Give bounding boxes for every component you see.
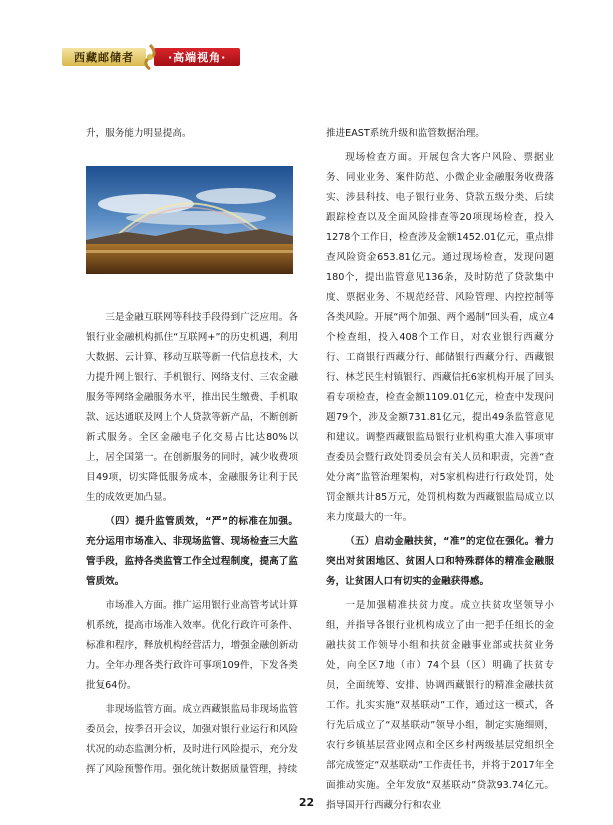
- right-paragraph-3: 一是加强精准扶贫力度。成立扶贫攻坚领导小组，并指导各银行业机构成立了由一把手任组长的金融扶贫工作领导小组和扶贫金融事业部或扶贫业务处，向全区7地（市）74个县（区）明确了扶贫专员，全面统筹、安排、协调西藏银行的精准金融扶贫工作。扎实实施“双基联动”工作，通过这一模式，各行先后成立了“双基联动”领导小组，制定实施细则，农行乡镇基层营业网点和全区乡村两级基层党组织全部完成签定“双基联动”工作责任书，并将于2017年全面推动实施。全年发放“双基联动”贷款93.74亿元。指导国开行西藏分行和农业: [326, 600, 554, 811]
- left-paragraph-3: 市场准入方面。推广运用银行业高管考试计算机系统，提高市场准入效率。优化行政许可条件、标准和程序，释放机构经营活力，增强金融创新动力。全年办理各类行政许可事项109件，下发各类批复64份。: [86, 600, 298, 691]
- section-header: [62, 46, 240, 68]
- left-paragraph-2: （四）提升监管质效，“严”的标准在加强。充分运用市场准入、非现场监管、现场检查三大监管手段，监持各类监管工作全过程制度，提高了监管质效。: [86, 516, 298, 587]
- left-paragraph-1: 三是金融互联网等科技手段得到广泛应用。各银行业金融机构抓住“互联网+”的历史机遇，利用大数据、云计算、移动互联等新一代信息技术，大力提升网上银行、手机银行、网络支付、三农金融服务等网络金融服务水平，推出民生缴费、手机取款、远达通联及网上个人贷款等新产品，不断创新新式服务。全区金融电子化交易占比达80%以上，居全国第一。在创新服务的同时，减少收费项目49项，切实降低服务成本，金融服务让利于民生的成效更加凸显。: [86, 312, 298, 503]
- right-paragraph-1: 现场检查方面。开展包含大客户风险、票据业务、同业业务、案件防范、小微企业金融服务收费落实、涉县科技、电子银行业务、贷款五级分类、后续跟踪检查以及全面风险排查等20项现场检查，投入1278个工作日，检查涉及金额1452.01亿元，重点排查风险资金653.81亿元。通过现场检查，发现问题180个，提出监管意见136条，及时防范了贷款集中度、票据业务、不规范经营、风险管理、内控控制等各类风险。开展“两个加强、两个遏制”回头看，成立4个检查组，投入408个工作日，对农业银行西藏分行、工商银行西藏分行、邮储银行西藏分行、西藏银行、林芝民生村镇银行、西藏信托6家机构开展了回头看专项检查，检查金额1109.01亿元，检查中发现问题79个，涉及金额731.81亿元，提出49条监管意见和建议。调整西藏银监局银行业机构重大准入事项审查委员会暨行政处罚委员会有关人员和职责，完善“查处分离”监管治理架构，对5家机构进行行政处罚，处罚金额共计85万元，处罚机构数为西藏银监局成立以来力度最大的一年。: [326, 152, 554, 523]
- page-number: 22: [298, 796, 315, 809]
- header-right-label: ·高端视角·: [154, 48, 240, 66]
- right-top-line: 推进EAST系统升级和监管数据治理。: [326, 128, 485, 139]
- header-emblem-icon: [142, 44, 158, 70]
- landscape-photo: [86, 166, 293, 274]
- header-left-label: 西藏邮储者: [62, 48, 146, 66]
- left-top-line: 升，服务能力明显提高。: [86, 128, 192, 139]
- left-paragraph-4: 非现场监管方面。成立西藏银监局非现场监管委员会，按季召开会议，加强对银行业运行和风险状况的动态监测分析，及时进行风险提示，充分发挥了风险预警作用。强化统计数据质量管理，持续: [86, 704, 298, 775]
- right-column: [326, 124, 554, 816]
- left-column: [86, 124, 298, 780]
- right-paragraph-2: （五）启动金融扶贫，“准”的定位在强化。着力突出对贫困地区、贫困人口和特殊群体的精准金融服务，让贫困人口有切实的金融获得感。: [326, 536, 554, 587]
